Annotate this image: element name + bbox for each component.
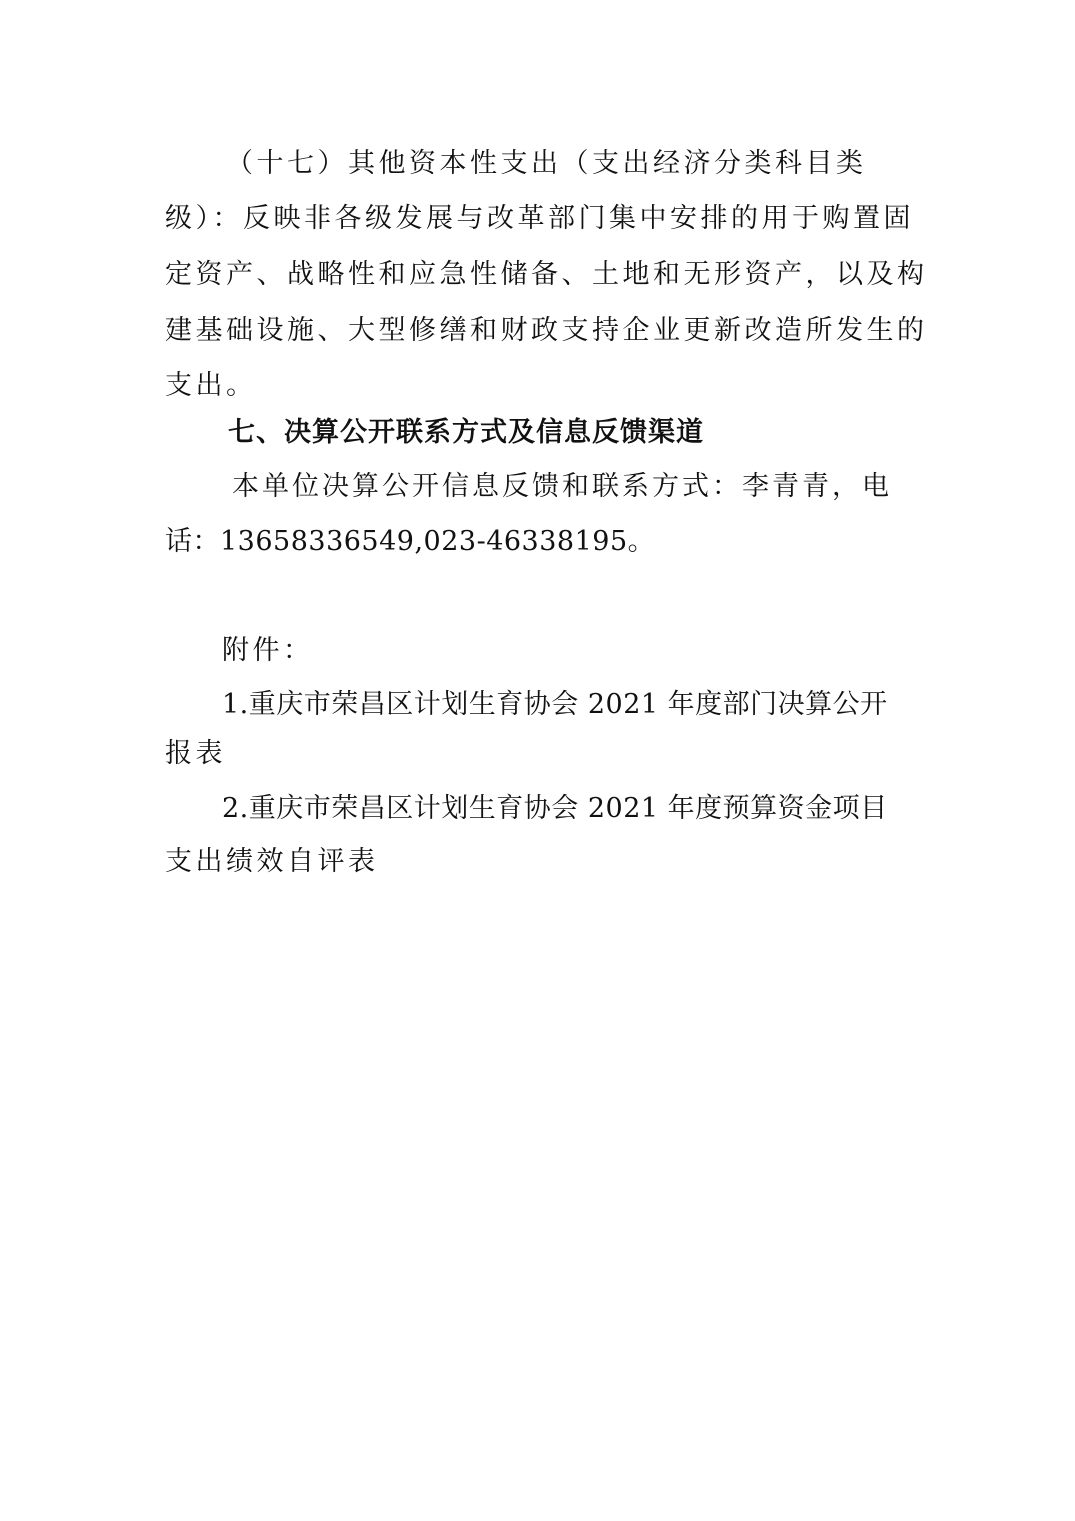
attachment-1-line-1: 1.重庆市荣昌区计划生育协会 2021 年度部门决算公开 — [222, 689, 888, 720]
paragraph-17-line-4: 建基础设施、大型修缮和财政支持企业更新改造所发生的 — [165, 315, 928, 346]
attachments-label: 附件： — [222, 635, 314, 666]
paragraph-17-line-1: （十七）其他资本性支出（支出经济分类科目类 — [226, 148, 867, 179]
contact-line-2: 话：13658336549,023-46338195。 — [165, 526, 656, 557]
section-7-heading: 七、决算公开联系方式及信息反馈渠道 — [228, 417, 704, 448]
paragraph-17-line-5: 支出。 — [165, 370, 257, 401]
paragraph-17-line-2: 级）：反映非各级发展与改革部门集中安排的用于购置固 — [165, 203, 914, 234]
attachment-1-line-2: 报表 — [165, 738, 226, 769]
attachment-2-line-1: 2.重庆市荣昌区计划生育协会 2021 年度预算资金项目 — [222, 793, 888, 824]
attachment-2-line-2: 支出绩效自评表 — [165, 846, 379, 877]
contact-line-1: 本单位决算公开信息反馈和联系方式：李青青，电 — [232, 471, 892, 502]
paragraph-17-line-3: 定资产、战略性和应急性储备、土地和无形资产，以及构 — [165, 259, 928, 290]
